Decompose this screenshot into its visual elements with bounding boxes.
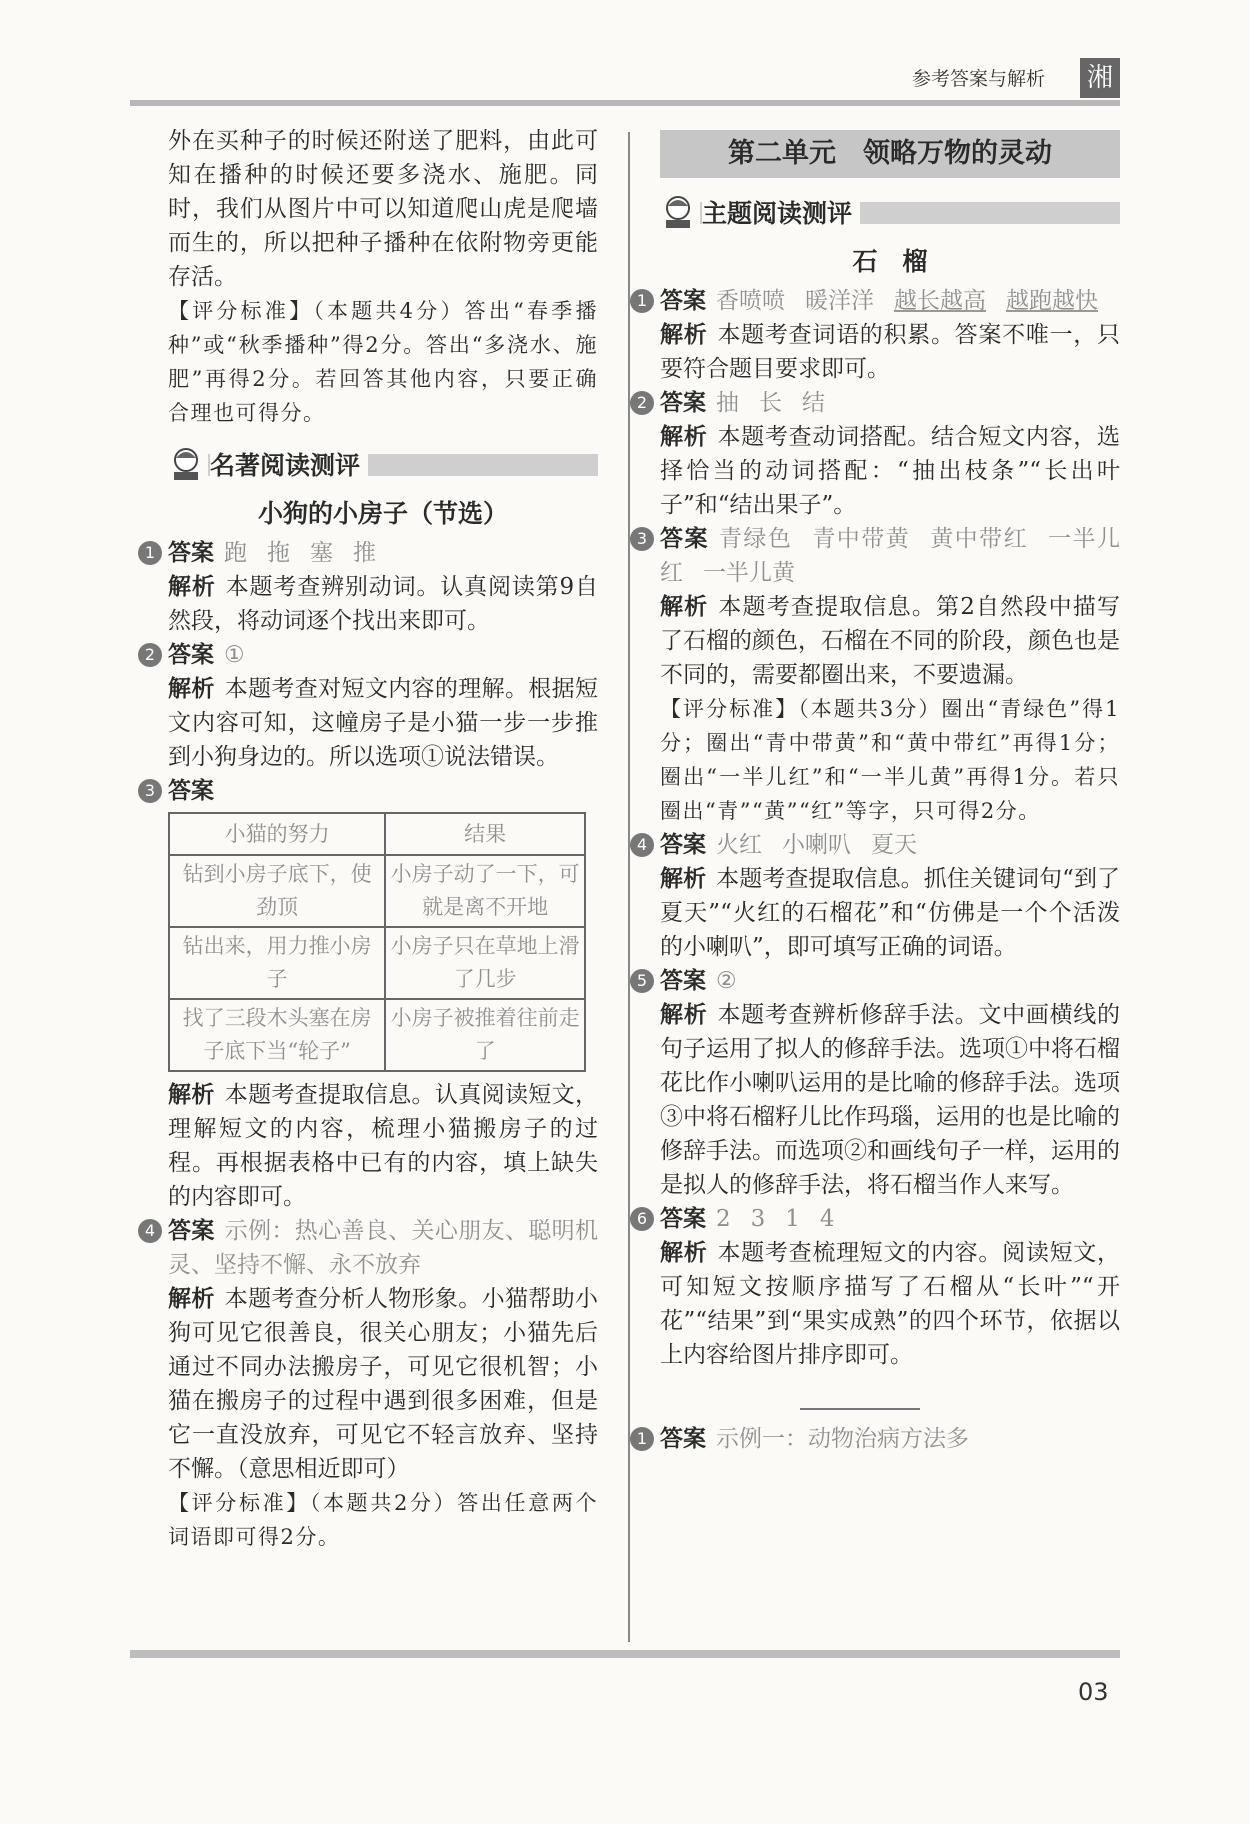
question-number: 2 (138, 643, 162, 667)
answer-table (168, 812, 586, 1072)
article-title: 小狗的小房子（节选） (257, 499, 508, 528)
table-row (169, 999, 585, 1071)
answer-word: 暖洋洋 (805, 288, 874, 314)
answer-word: 夏天 (871, 832, 917, 858)
table-cell: 小房子动了一下，可就是离不开地 (385, 855, 585, 927)
right-column (636, 124, 1121, 1456)
table-cell: 钻出来，用力推小房子 (169, 927, 385, 999)
answer-label: 答案 (660, 1206, 706, 1232)
analysis-text: 本题考查提取信息。认真阅读短文，理解短文的内容，梳理小猫搬房子的过程。再根据表格中已有的内容，填上缺失的内容即可。 (168, 1082, 599, 1210)
question-1 (636, 284, 1121, 386)
question-3 (636, 522, 1121, 828)
analysis-label: 解析 (660, 1240, 708, 1266)
answer-words (716, 832, 937, 858)
column-divider (628, 132, 630, 1642)
analysis-label: 解析 (168, 1286, 215, 1312)
question-4 (144, 1214, 599, 1554)
answer-word: 青绿色 (718, 526, 793, 552)
reader-icon (660, 194, 696, 230)
answer-word: 一半儿黄 (703, 560, 795, 586)
answer-words (224, 540, 396, 566)
section-header-classics (168, 444, 598, 484)
answer-text: 示例：热心善良、关心朋友、聪明机灵、坚持不懈、永不放弃 (168, 1218, 599, 1278)
table-cell: 找了三段木头塞在房子底下当“轮子” (169, 999, 385, 1071)
answer-label: 答案 (168, 642, 214, 668)
analysis-text: 本题考查提取信息。第2自然段中描写了石榴的颜色，石榴在不同的阶段，颜色也是不同的，需要都圈出来，不要遗漏。 (660, 594, 1120, 688)
page-number: 03 (1078, 1678, 1109, 1706)
answer-word: 抽 (716, 390, 739, 416)
analysis-text: 本题考查梳理短文的内容。阅读短文，可知短文按顺序描写了石榴从“长叶”“开花”“结果”到“果实成熟”的四个环节，依据以上内容给图片排序即可。 (660, 1240, 1121, 1368)
analysis-text: 本题考查词语的积累。答案不唯一，只要符合题目要求即可。 (660, 322, 1121, 382)
answer-words (716, 288, 1118, 314)
table-cell: 小房子被推着往前走了 (385, 999, 585, 1071)
answer-text: 示例一：动物治病方法多 (716, 1426, 969, 1452)
article-title: 石 榴 (852, 247, 928, 276)
question-2 (636, 386, 1121, 522)
footer-rule (130, 1650, 1120, 1658)
continued-paragraph: 外在买种子的时候还附送了肥料，由此可知在播种的时候还要多浇水、施肥。同时，我们从图片中可以知道爬山虎是爬墙而生的，所以把种子播种在依附物旁更能存活。 (168, 128, 598, 290)
analysis-label: 解析 (660, 594, 709, 620)
answer-text: ① (224, 642, 245, 668)
question-number: 6 (630, 1207, 654, 1231)
header-logo: 湘 (1080, 58, 1120, 98)
table-header: 小猫的努力 (169, 813, 385, 855)
analysis-label: 解析 (168, 574, 216, 600)
question-2 (144, 638, 599, 774)
answer-label: 答案 (660, 288, 706, 314)
answer-text: ② (716, 968, 737, 994)
answer-label: 答案 (660, 968, 706, 994)
answer-label: 答案 (168, 1218, 215, 1244)
answer-word: 越跑越快 (1006, 288, 1098, 314)
question-1 (144, 536, 599, 638)
question-number: 2 (630, 391, 654, 415)
left-column (144, 124, 599, 1554)
unit-title: 第二单元 领略万物的灵动 (660, 130, 1120, 178)
answer-label: 答案 (660, 1426, 706, 1452)
answer-word: 推 (353, 540, 376, 566)
answer-word: 1 (785, 1206, 800, 1232)
answer-word: 4 (819, 1206, 835, 1232)
question-4 (636, 828, 1121, 964)
analysis-label: 解析 (660, 866, 707, 892)
analysis-label: 解析 (168, 676, 215, 702)
table-row (169, 855, 585, 927)
table-header: 结果 (385, 813, 585, 855)
reader-icon (168, 446, 204, 482)
answer-word: 塞 (310, 540, 333, 566)
analysis-label: 解析 (168, 1082, 215, 1108)
answer-words (716, 390, 845, 416)
analysis-text: 本题考查辨别动词。认真阅读第9自然段，将动词逐个找出来即可。 (168, 574, 599, 634)
question-number: 3 (630, 527, 654, 551)
answer-word: 火红 (716, 832, 762, 858)
question-number: 3 (138, 779, 162, 803)
answer-word: 拖 (267, 540, 290, 566)
answer-label: 答案 (660, 390, 706, 416)
question-number: 1 (138, 541, 162, 565)
table-cell: 钻到小房子底下，使劲顶 (169, 855, 385, 927)
answer-word: 小喇叭 (782, 832, 851, 858)
question-number: 5 (630, 969, 654, 993)
answer-label: 答案 (168, 540, 214, 566)
answer-word: 跑 (224, 540, 247, 566)
section-title: 名著阅读测评 (210, 446, 368, 482)
section-title: 主题阅读测评 (702, 194, 860, 230)
answer-word: 一半儿红 (660, 526, 1121, 586)
analysis-label: 解析 (660, 322, 708, 348)
next-question-1 (636, 1422, 1120, 1456)
table-row (169, 927, 585, 999)
score-criteria: 【评分标准】（本题共2分）答出任意两个词语即可得2分。 (168, 1491, 598, 1549)
header-title: 参考答案与解析 (912, 68, 1046, 90)
score-criteria: 【评分标准】（本题共4分）答出“春季播种”或“秋季播种”得2分。答出“多浇水、施肥”再得2分。若回答其他内容，只要正确合理也可得分。 (168, 299, 598, 425)
question-number: 1 (630, 1427, 654, 1451)
answer-word: 结 (802, 390, 825, 416)
answer-label: 答案 (660, 526, 709, 552)
answer-words (716, 1206, 855, 1232)
score-criteria: 【评分标准】（本题共3分）圈出“青绿色”得1分；圈出“青中带黄”和“黄中带红”再得1分；圈出“一半儿红”和“一半儿黄”再得1分。若只圈出“青”“黄”“红”等字，只可得2分。 (660, 697, 1120, 823)
header-rule (130, 100, 1120, 106)
question-5 (636, 964, 1121, 1202)
section-header-theme (660, 192, 1120, 232)
answer-words (660, 526, 1120, 586)
analysis-text: 本题考查动词搭配。结合短文内容，选择恰当的动词搭配：“抽出枝条”“长出叶子”和“结出果子”。 (660, 424, 1121, 518)
answer-word: 香喷喷 (716, 288, 785, 314)
analysis-text: 本题考查辨析修辞手法。文中画横线的句子运用了拟人的修辞手法。选项①中将石榴花比作小喇叭运用的是比喻的修辞手法。选项③中将石榴籽儿比作玛瑙，运用的也是比喻的修辞手法。而选项②和画线句子一样，运用的是拟人的修辞手法，将石榴当作人来写。 (660, 1002, 1121, 1198)
answer-word: 长 (759, 390, 782, 416)
question-6 (636, 1202, 1121, 1372)
question-number: 1 (630, 289, 654, 313)
answer-word: 黄中带红 (930, 526, 1029, 552)
question-number: 4 (630, 833, 654, 857)
article-separator (800, 1408, 920, 1410)
table-cell: 小房子只在草地上滑了几步 (385, 927, 585, 999)
answer-word: 3 (750, 1206, 766, 1232)
answer-word: 2 (716, 1206, 731, 1232)
answer-label: 答案 (660, 832, 706, 858)
analysis-text: 本题考查对短文内容的理解。根据短文内容可知，这幢房子是小猫一步一步推到小狗身边的。所以选项①说法错误。 (168, 676, 599, 770)
answer-label: 答案 (168, 778, 214, 804)
analysis-text: 本题考查分析人物形象。小猫帮助小狗可见它很善良，很关心朋友；小猫先后通过不同办法搬房子，可见它很机智；小猫在搬房子的过程中遇到很多困难，但是它一直没放弃，可见它不轻言放弃、坚持不懈。（意思相近即可） (168, 1286, 599, 1482)
answer-word: 越长越高 (894, 288, 986, 314)
question-number: 4 (138, 1219, 162, 1243)
analysis-label: 解析 (660, 1002, 708, 1028)
analysis-label: 解析 (660, 424, 708, 450)
answer-word: 青中带黄 (812, 526, 911, 552)
question-3 (144, 774, 599, 1214)
analysis-text: 本题考查提取信息。抓住关键词句“到了夏天”“火红的石榴花”和“仿佛是一个个活泼的小喇叭”，即可填写正确的词语。 (660, 866, 1121, 960)
